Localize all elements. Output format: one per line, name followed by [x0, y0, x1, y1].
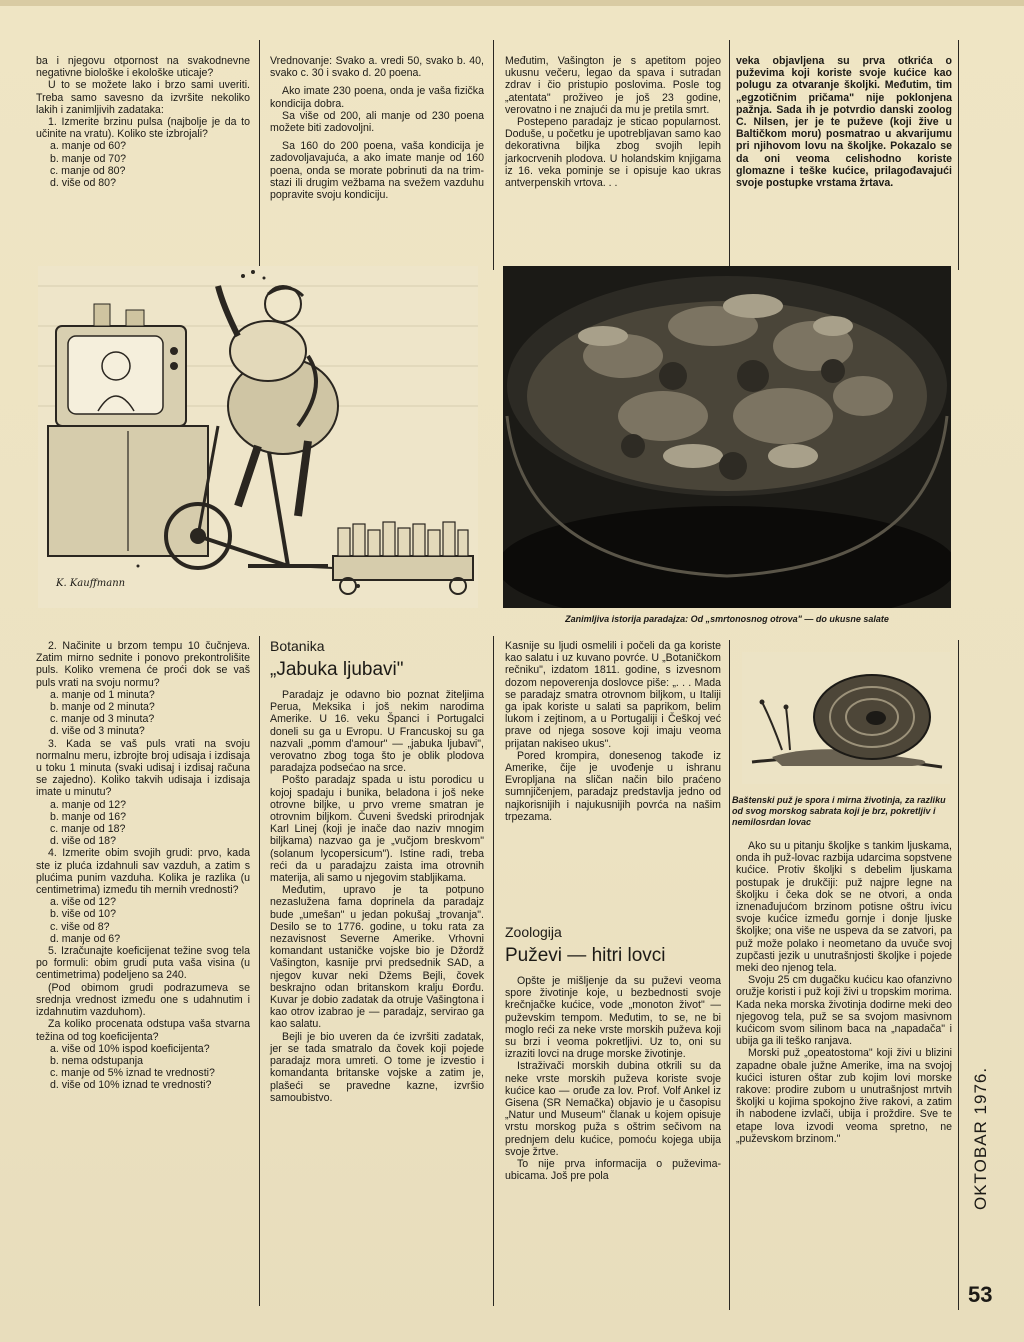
option: d. više od 10% iznad te vrednosti? [50, 1079, 212, 1092]
salad-caption: Zanimljiva istorija paradajza: Od „smrtonosnog otrova" — do ukusne salate [565, 614, 889, 624]
paragraph: Opšte je mišljenje da su puževi veoma spore životinje koje, u bezbednosti svoje krečnjačke kućice, vode „monoton život" — puževskim tempom. Međutim, to se, ne bi moglo reći za neke vrste morskih puževa koji su brzi i veoma pokretljivi. Uz to, oni su izraziti lovci na druge morske životinje. [505, 975, 721, 1061]
paragraph: Za koliko procenata odstupa vaša stvarna težina od tog koeficijenta? [36, 1018, 250, 1043]
artist-signature: K. Kauffmann [56, 578, 126, 589]
zoologija-article [505, 924, 721, 1182]
options-list [36, 799, 250, 848]
section-kicker: Zoologija [505, 924, 562, 940]
page-number: 53 [968, 1282, 993, 1307]
paragraph: Svoju 25 cm dugačku kućicu kao ofanzivno oružje koristi i puž koji živi u tropskim morima. Kada neka morska životinja dodirne meki deo njegovog tela, puž se sa svojom masivnom kućicom svom silinom baca na „napadača" i ubija ga ili teško ranjava. [736, 974, 952, 1048]
option: a. više od 10% ispod koeficijenta? [50, 1042, 210, 1055]
cartoon-illustration [38, 266, 478, 608]
paragraph: 3. Kada se vaš puls vrati na svoju normalnu meru, izbrojte broj udisaja i izdisaja u toku 1 minuta (svaki udisaj i izdisaj računa se zajedno). Koliko takvih udisaja i izdisaja imate u minutu? [36, 737, 250, 799]
column-rule [259, 636, 260, 1306]
paragraph: 5. Izračunajte koeficijenat težine svog tela po formuli: obim grudi puta vaša visina (u centimetrima) podeljeno sa 240. [36, 945, 250, 982]
column-1-bottom [36, 640, 250, 1092]
column-3-top [505, 55, 721, 189]
option: c. manje od 18? [50, 823, 126, 836]
paragraph: U to se možete lako i brzo sami uveriti. Treba samo savesno da izvršite nekoliko lakih i zanimljivih zadataka: [36, 79, 250, 116]
column-3-bottom [505, 640, 721, 823]
option: b. manje od 2 minuta? [50, 701, 155, 714]
column-4-top [736, 55, 952, 189]
column-rule [729, 40, 730, 270]
paragraph: To nije prva informacija o puževima-ubicama. Još pre pola [505, 1158, 721, 1183]
cyclist-cartoon-drawing [38, 266, 478, 608]
issue-date: OKTOBAR 1976. [971, 1066, 990, 1210]
column-rule [958, 640, 959, 1310]
article-title: Puževi — hitri lovci [505, 945, 666, 966]
option: a. manje od 1 minuta? [50, 688, 155, 701]
snail-photo [742, 652, 950, 784]
paragraph: Međutim, upravo je ta potpuno nezaslužena fama doprinela da paradajz bude „umešan" u jedan pokušaj „trovanja". Desilo se to 1776. godine, u toku rata za nezavisnost Severne Amerike. Vrhovni komandant ustaničke vojske bio je Džordž Vašington, kasnije prvi predsednik SAD, a njegov kuvar neki Džems Bejli, čovek beskrajno odan britanskom kralju Đorđu. Kuvar je dobio zadatak da otruje Vašingtona i kao otrov izabrao je — paradajz, servirao ga kao salatu. [270, 884, 484, 1031]
paragraph: veka objavljena su prva otkrića o puževima koji koriste svoje kućice kao polugu za otvaranje školjki. Međutim, tim „egzotičnim pričama" nije poklonjena pažnja. Sada ih je potvrdio danski zoolog C. Nilsen, jer je te puževe (koji žive u Baltičkom moru) posmatrao u akvarijumu pri njihovom lovu na školjke. Pokazalo se da oni veoma celishodno koriste glomazne i teške kućice, prilagođavajući svoje postupke vrstama žrtava. [736, 55, 952, 190]
option: c. manje od 5% iznad te vrednosti? [50, 1067, 215, 1080]
column-rule [493, 40, 494, 270]
paragraph: 1. Izmerite brzinu pulsa (najbolje je da to učinite na vratu). Koliko ste izbrojali? [36, 116, 250, 141]
column-rule [259, 40, 260, 270]
options-list [36, 689, 250, 738]
option: a. manje od 12? [50, 798, 126, 811]
paragraph: Vrednovanje: Svako a. vredi 50, svako b. 40, svako c. 30 i svako d. 20 poena. [270, 55, 484, 80]
options-list [36, 1043, 250, 1092]
botanika-article [270, 638, 484, 1104]
option: b. nema odstupanja [50, 1054, 144, 1067]
option: d. više od 18? [50, 835, 116, 848]
snail-caption: Baštenski puž je spora i mirna životinja, za razliku od svog morskog sabrata koji je brz, pokretljiv i nemilosrdan lovac [732, 795, 946, 827]
salad-bowl-image [503, 266, 951, 608]
paragraph: Međutim, Vašington je s apetitom pojeo ukusnu večeru, legao da spava i sutradan zdrav i čio pristupio poslovima. Posle tog „atentata" proživeo je još 23 godine, verovatno i ne znajući da mu je pretila smrt. [505, 55, 721, 116]
option: b. manje od 16? [50, 810, 126, 823]
option: d. više od 3 minuta? [50, 725, 145, 738]
paragraph: Paradajz je odavno bio poznat žiteljima Perua, Meksika i još nekim narodima Amerike. U 16. veku Španci i Portugalci doneli su ga u Evropu. U Francuskoj su ga nazvali „pomm d'amour" — „jabuka ljubavi", verovatno zbog toga što je oblik plodova paradajza podsećao na srce. [270, 689, 484, 775]
column-rule [958, 40, 959, 270]
option: c. manje od 3 minuta? [50, 713, 155, 726]
options-list [36, 896, 250, 945]
paragraph: Bejli je bio uveren da će izvršiti zadatak, jer se tada smatralo da čovek koji pojede paradajz mora umreti. O tome je izvestio i komandanta britanske vojske a zatim je, plašeći se pravedne kazne, izvršio samoubistvo. [270, 1030, 484, 1104]
paragraph: Pored krompira, donesenog takođe iz Amerike, čije je uvođenje u ishranu Evropljana na sličan način bilo praćeno sumnjičenjem, paradajz predstavlja jedno od najkorisnijih i najukusnijih povrća na našim trpezama. [505, 749, 721, 823]
option: d. manje od 6? [50, 932, 121, 945]
option: a. manje od 60? [50, 140, 126, 153]
paragraph: Pošto paradajz spada u istu porodicu u kojoj spadaju i bunika, beladona i još neke otrovne biljke, u prvo vreme smatran je otrovnim biljkom. Čuveni švedski prirodnjak Karl Linej (koji je inače dao naziv mnogim biljkama) nazvao ga je „vučjom breskvom" (solanum lycopersicum"). Istine radi, treba reći da u paradajzu zaista ima otrovnih materija, ali samo u njegovim stabljikama. [270, 774, 484, 885]
paragraph: Kasnije su ljudi osmelili i počeli da ga koriste kao salatu i uz kuvano povrće. U „Botaničkom rečniku", izdatom 1811. godine, s izvesnom dozom nepoverenja doslovce piše: „. . . Mada se paradajz smatra otrovnom biljkom, u Italiji ga ipak koriste u salati sa paprikom, belim lukom i zejtinom, a u Portugaliji i Češkoj već prave od njega sosove koji imaju veoma prijatan nakiseo ukus". [505, 640, 721, 750]
column-1-top [36, 55, 250, 189]
option: a. više od 12? [50, 896, 116, 909]
column-4-bottom [736, 840, 952, 1145]
paragraph: Sa više od 200, ali manje od 230 poena možete biti zadovoljni. [270, 109, 484, 135]
paragraph: Morski puž „opeatostoma" koji živi u blizini zapadne obale južne Amerike, ima na svojoj kućici isturen oštar zub kojim lovi morske rakove: prodire zubom u unutrašnjost mrtvih školjki u kojima spokojno žive rakovi, a zatim ih nabodene izvlači, ubija i proždire. Sve te etape lova izvodi veoma spretno, ne „puževskom brzinom." [736, 1047, 952, 1145]
option: b. više od 10? [50, 908, 116, 921]
article-title: „Jabuka ljubavi" [270, 659, 404, 680]
section-kicker: Botanika [270, 638, 325, 654]
option: b. manje od 70? [50, 152, 126, 165]
paragraph: Istraživači morskih dubina otkrili su da neke vrste morskih puževa koriste svoje kućice kao — oruđe za lov. Prof. Volf Ankel iz Gisena (SR Nemačka) objavio je u časopisu „Natur und Museum" članak u kojem opisuje vrstu morskog puža s oštrim sečivom na prednjem delu kućice, pomoću kojega ubija svoje žrtve. [505, 1060, 721, 1158]
paragraph: Ako su u pitanju školjke s tankim ljuskama, onda ih puž-lovac razbija udarcima sopstvene kućice. Protiv školjki s debelim ljuskama postupak je drukčiji: puž najpre legne na školjku i čeka dok se ne otvori, a onda iznenađujućom brzinom potisne oštru ivicu svoje kućice između gornje i donje ljuske školjke; ona više ne uspeva da se zatvori, pa puž može polako i neometano da uvuče svoj zupčasti jezik u unutrašnjosti školjke i pojede meki deo njenog tela. [736, 840, 952, 975]
option: c. više od 8? [50, 920, 110, 933]
paragraph: 2. Načinite u brzom tempu 10 čučnjeva. Zatim mirno sednite i ponovo prekontrolišite puls. Koliko vremena će proći dok se vaš puls vrati na svoju normu? [36, 640, 250, 689]
paragraph: ba i njegovu otpornost na svakodnevne negativne biološke i ekološke uticaje? [36, 55, 250, 80]
option: d. više od 80? [50, 177, 116, 190]
paragraph: (Pod obimom grudi podrazumeva se srednja vrednost između one s udahnutim i izdahnutim vazduhom). [36, 981, 250, 1019]
options-list [36, 140, 250, 189]
column-2-top [270, 55, 484, 201]
column-rule [729, 640, 730, 1310]
snail-image [742, 652, 950, 784]
column-rule [493, 636, 494, 1306]
paragraph: Postepeno paradajz je sticao popularnost. Doduše, u početku je upotrebljavan samo kao dekorativna biljka zbog svojih lepih jarkocrvenih plodova. U holandskim knjigama iz 16. veka pominje se i opisuje kao ukras antverpenskih vrtova. . . [505, 116, 721, 190]
salad-photo [503, 266, 951, 608]
paragraph: 4. Izmerite obim svojih grudi: prvo, kada ste iz pluća izdahnuli sav vazduh, a zatim s plućima punim vazduha. Kolika je razlika (u centimetrima) između tih mernih vrednosti? [36, 847, 250, 897]
paragraph: Sa 160 do 200 poena, vaša kondicija je zadovoljavajuća, a ako imate manje od 160 poena, onda se morate pobrinuti da na trim-stazi ili drugim vežbama na svežem vazduhu popravite svoju kondiciju. [270, 140, 484, 202]
paragraph: Ako imate 230 poena, onda je vaša fizička kondicija dobra. [270, 85, 484, 110]
top-edge [0, 0, 1024, 6]
option: c. manje od 80? [50, 164, 126, 177]
